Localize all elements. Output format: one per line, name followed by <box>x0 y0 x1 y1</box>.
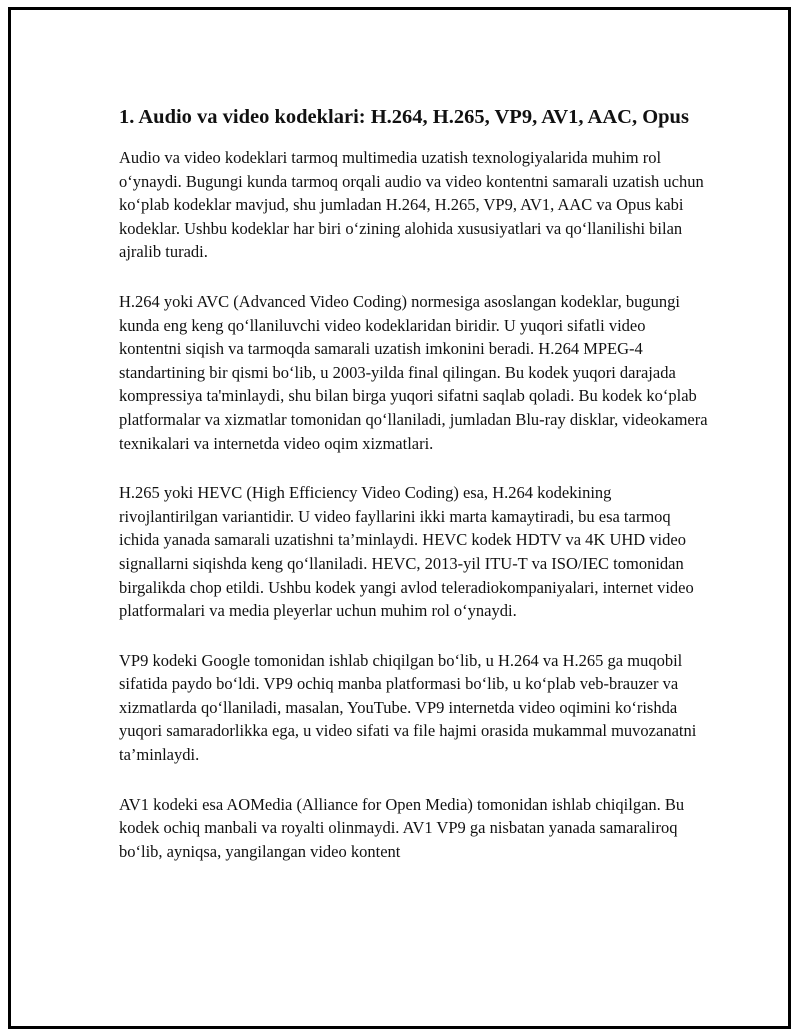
paragraph-h264: H.264 yoki AVC (Advanced Video Coding) normesiga asoslangan kodeklar, bugungi kunda eng keng qo‘llaniluvchi video kodeklaridan biridir. U yuqori sifatli video kontentni siqish va tarmoqda samarali uzatish imkonini beradi. H.264 MPEG-4 standartining bir qismi bo‘lib, u 2003-yilda final qilingan. Bu kodek yuqori darajada kompressiya ta'minlaydi, shu bilan birga yuqori sifatni saqlab qoladi. Bu kodek ko‘plab platformalar va xizmatlar tomonidan qo‘llaniladi, jumladan Blu-ray disklar, videokamera texnikalari va internetda video oqim xizmatlari. <box>119 291 708 453</box>
paragraph-av1: AV1 kodeki esa AOMedia (Alliance for Open Media) tomonidan ishlab chiqilgan. Bu kodek ochiq manbali va royalti olinmaydi. AV1 VP9 ga nisbatan yanada samaraliroq bo‘lib, ayniqsa, yangilangan video kontent <box>119 794 685 861</box>
section-heading: 1. Audio va video kodeklari: H.264, H.265, VP9, AV1, AAC, Opus <box>119 106 689 128</box>
paragraph-h265: H.265 yoki HEVC (High Efficiency Video Coding) esa, H.264 kodekining rivojlantirilgan variantidir. U video fayllarini ikki marta kamaytiradi, bu esa tarmoq ichida yanada samarali uzatishni ta’minlaydi. HEVC kodek HDTV va 4K UHD video signallarni siqishda keng qo‘llaniladi. HEVC, 2013-yil ITU-T va ISO/IEC tomonidan birgalikda chop etildi. Ushbu kodek yangi avlod teleradiokompaniyalari, internet video platformalari va media pleyerlar uchun muhim rol o‘ynaydi. <box>119 483 694 621</box>
document-body <box>119 103 711 889</box>
page-frame <box>8 7 791 1029</box>
paragraph-intro: Audio va video kodeklari tarmoq multimedia uzatish texnologiyalarida muhim rol o‘ynaydi. Bugungi kunda tarmoq orqali audio va video kontentni samarali uzatish uchun ko‘plab kodeklar mavjud, shu jumladan H.264, H.265, VP9, AV1, AAC va Opus kabi kodeklar. Ushbu kodeklar har biri o‘zining alohida xususiyatlari va qo‘llanilishi bilan ajralib turadi. <box>119 148 704 262</box>
paragraph-vp9: VP9 kodeki Google tomonidan ishlab chiqilgan bo‘lib, u H.264 va H.265 ga muqobil sifatida paydo bo‘ldi. VP9 ochiq manba platformasi bo‘lib, u ko‘plab veb-brauzer va xizmatlarda qo‘llaniladi, masalan, YouTube. VP9 internetda video oqimini ko‘rishda yuqori samaradorlikka ega, u video sifati va file hajmi orasida mukammal muvozanatni ta’minlaydi. <box>119 650 697 765</box>
